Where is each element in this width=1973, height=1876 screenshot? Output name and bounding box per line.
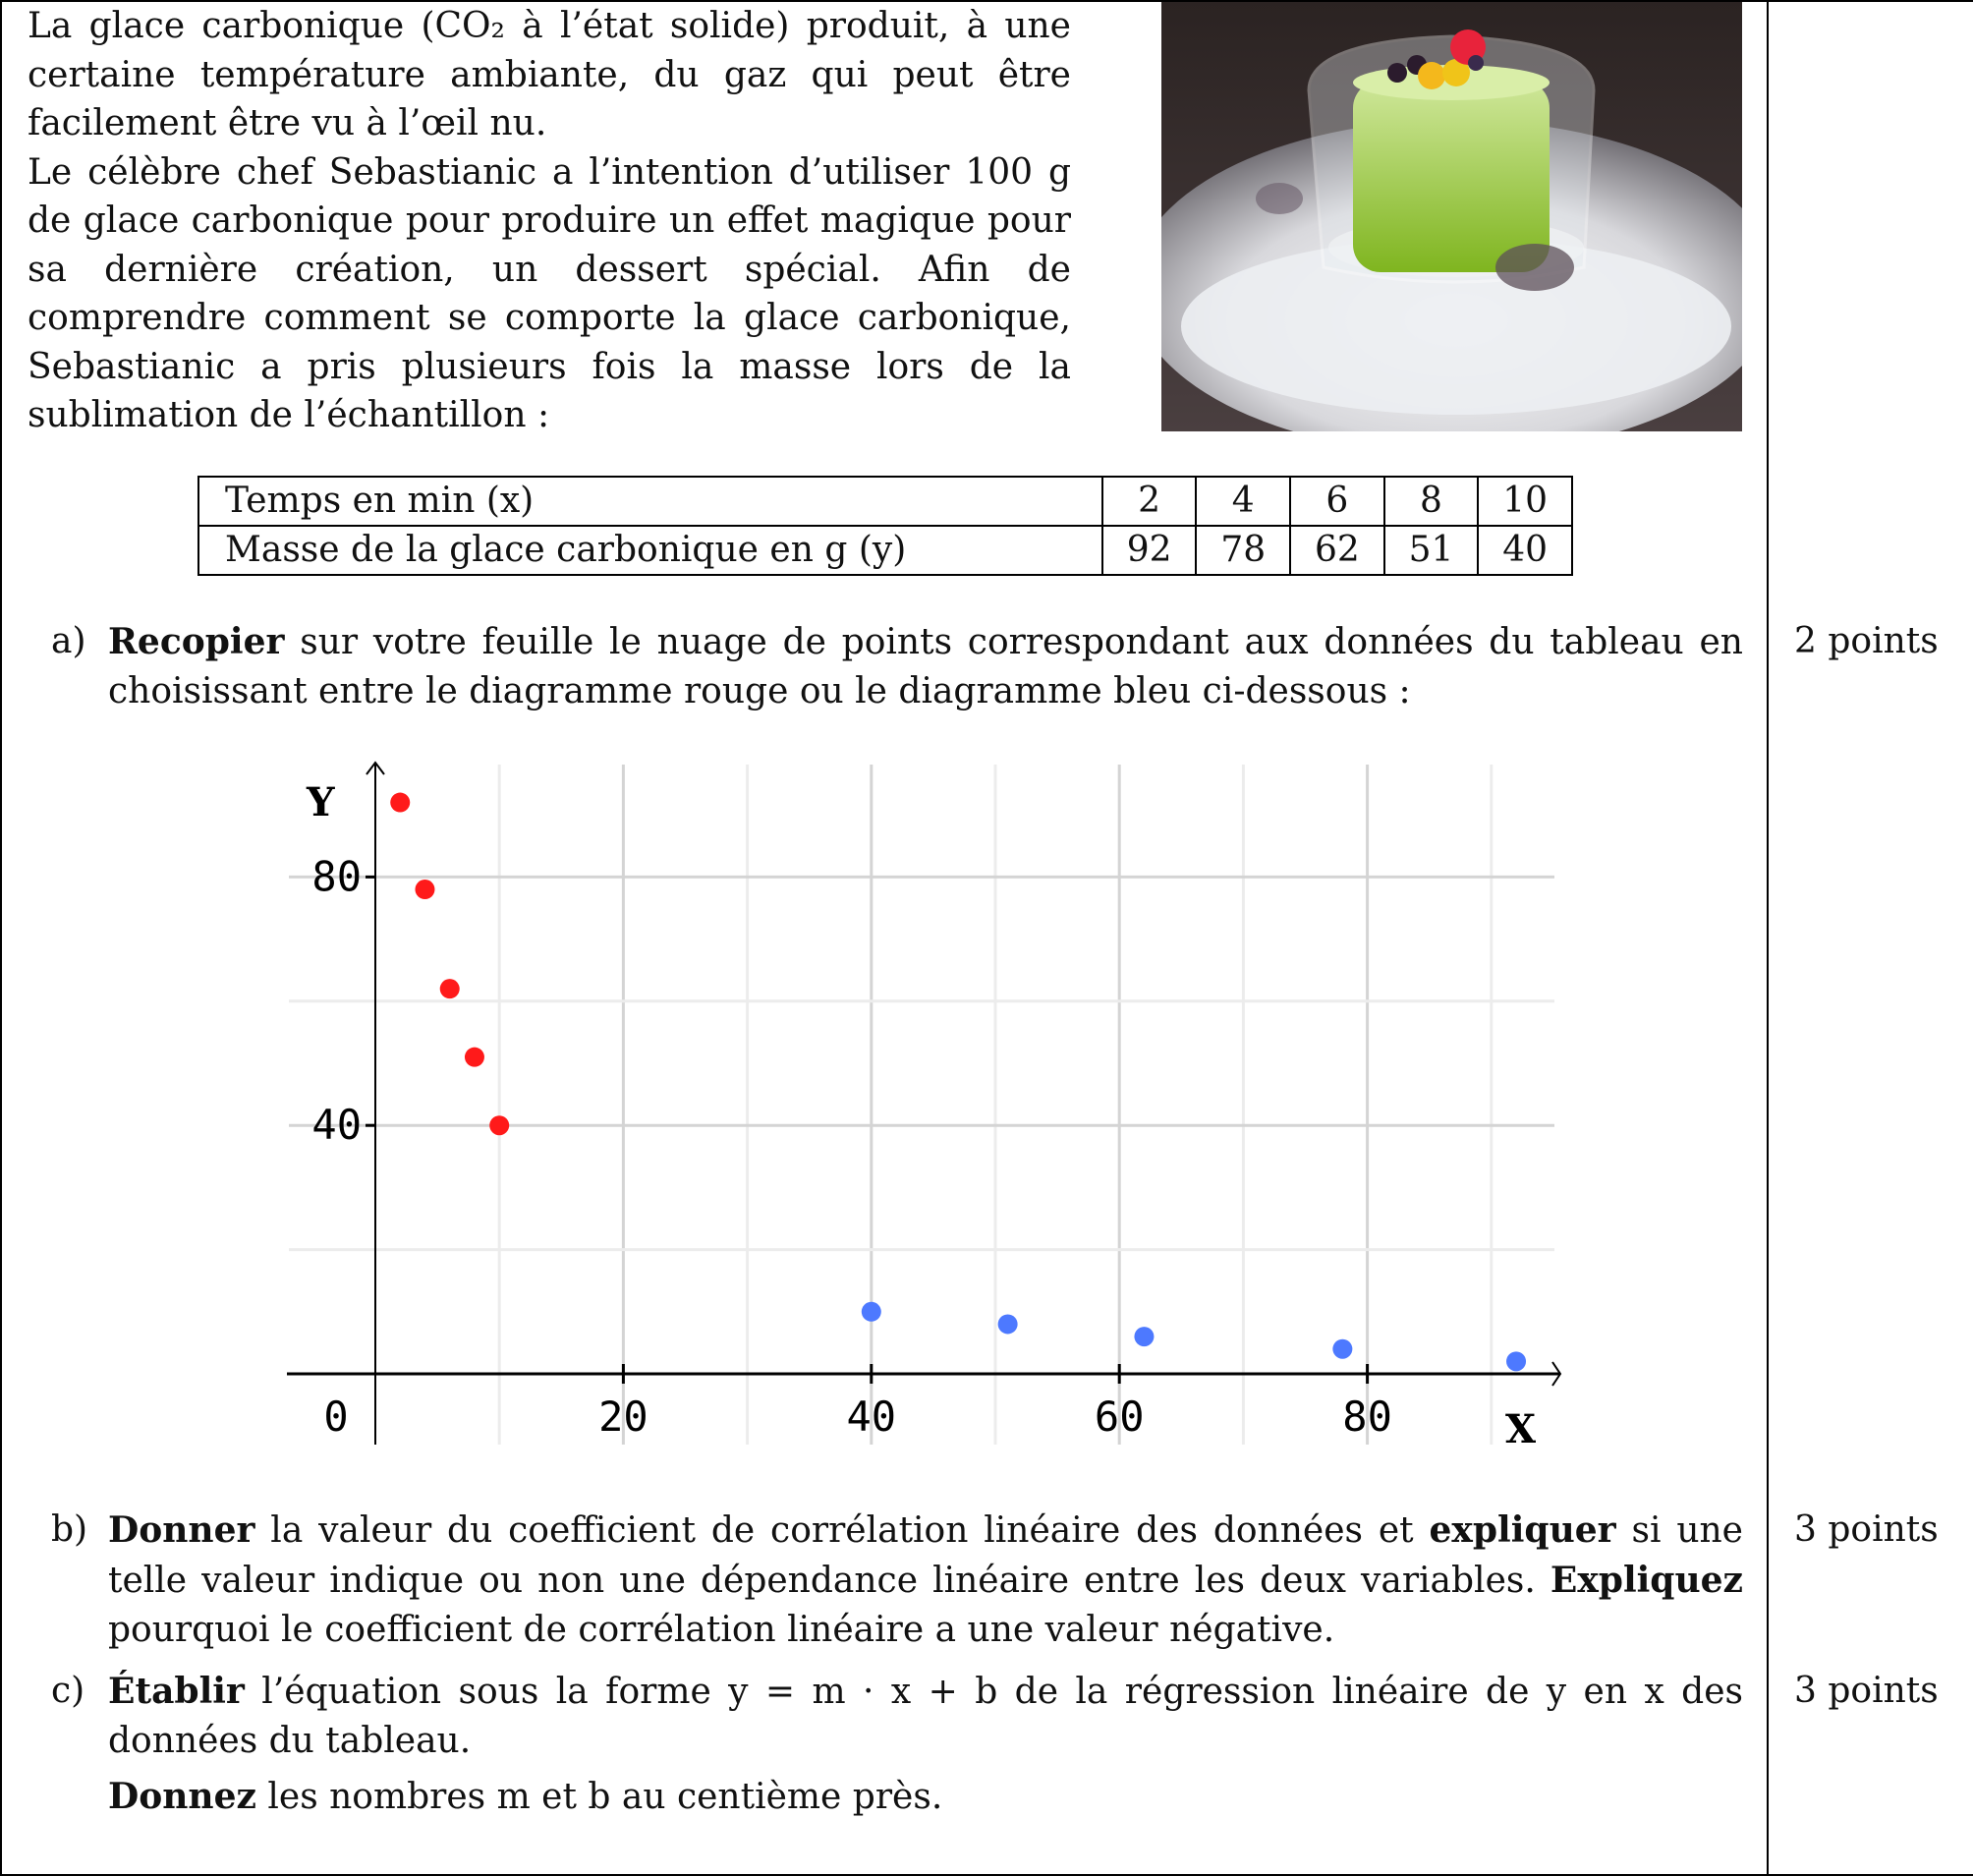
- x-tick-label: 20: [598, 1393, 648, 1441]
- question-b-verb-2: expliquer: [1429, 1509, 1616, 1551]
- red-data-point: [390, 793, 410, 813]
- question-b-text-3: pourquoi le coefficient de corrélation linéaire a une valeur négative.: [108, 1610, 1335, 1650]
- blue-data-point: [1134, 1327, 1154, 1346]
- red-data-point: [440, 979, 460, 998]
- intro-text: [28, 2, 1071, 440]
- x-tick-label: 60: [1094, 1393, 1145, 1441]
- time-value: 10: [1478, 477, 1572, 526]
- question-c-points: 3 points: [1794, 1671, 1939, 1711]
- dessert-photo: [1161, 2, 1742, 431]
- question-c-text-1: l’équation sous la forme y = m · x + b de la régression linéaire de y en x des données du tableau.: [108, 1672, 1743, 1761]
- mass-value: 62: [1290, 526, 1384, 575]
- time-value: 8: [1384, 477, 1479, 526]
- question-a-label: a): [51, 621, 86, 661]
- question-a-points: 2 points: [1794, 621, 1939, 661]
- question-a-verb: Recopier: [108, 621, 285, 662]
- y-tick-label: 80: [311, 852, 362, 901]
- question-b-verb-1: Donner: [108, 1509, 255, 1551]
- question-b-points: 3 points: [1794, 1509, 1939, 1550]
- table-row-time: [198, 477, 1572, 526]
- chart-ticks: [311, 852, 1391, 1441]
- x-tick-label: 40: [846, 1393, 897, 1441]
- chart-grid: [289, 765, 1554, 1445]
- red-data-point: [415, 880, 434, 899]
- time-value: 4: [1196, 477, 1290, 526]
- question-c-verb-2: Donnez: [108, 1776, 256, 1817]
- blue-data-point: [862, 1302, 881, 1322]
- mass-value: 40: [1478, 526, 1572, 575]
- scatter-chart: [265, 757, 1572, 1454]
- data-table: [197, 476, 1573, 576]
- question-a-text: sur votre feuille le nuage de points correspondant aux données du tableau en choisissant entre le diagramme rouge ou le diagramme bleu ci-dessous :: [108, 622, 1743, 711]
- question-c-verb-1: Établir: [108, 1671, 245, 1712]
- question-b-text-2: si une telle valeur indique ou non une dépendance linéaire entre les deux variables.: [108, 1510, 1743, 1601]
- x-axis-label: X: [1505, 1406, 1537, 1452]
- y-axis-label: Y: [307, 779, 335, 825]
- row-label-mass: Masse de la glace carbonique en g (y): [198, 526, 1102, 575]
- question-c: [51, 1667, 1743, 1822]
- intro-paragraph-1: La glace carbonique (CO₂ à l’état solide) produit, à une certaine température ambiante, du gaz qui peut être facilement être vu à l’œil nu.: [28, 6, 1071, 143]
- blue-data-point: [998, 1314, 1018, 1334]
- chart-axes: [287, 763, 1560, 1445]
- question-b-verb-3: Expliquez: [1550, 1560, 1743, 1601]
- y-tick-label: 40: [311, 1101, 362, 1150]
- mass-value: 78: [1196, 526, 1290, 575]
- blue-data-point: [1332, 1339, 1352, 1359]
- x-tick-label: 80: [1342, 1393, 1392, 1441]
- intro-paragraph-2: Le célèbre chef Sebastianic a l’intention d’utiliser 100 g de glace carbonique pour produire un effet magique pour sa dernière création, un dessert spécial. Afin de comprendre comment se comporte la glace carbonique, Sebastianic a pris plusieurs fois la masse lors de la sublimation de l’échantillon :: [28, 151, 1071, 435]
- question-c-text-2: les nombres m et b au centième près.: [255, 1777, 943, 1817]
- time-value: 2: [1102, 477, 1197, 526]
- question-a: [51, 617, 1743, 716]
- table-row-mass: [198, 526, 1572, 575]
- question-b: [51, 1506, 1743, 1655]
- question-c-line-2: [108, 1772, 1743, 1822]
- mass-value: 51: [1384, 526, 1479, 575]
- chart-marks: [390, 793, 1526, 1372]
- question-b-label: b): [51, 1509, 88, 1550]
- mass-value: 92: [1102, 526, 1197, 575]
- question-c-label: c): [51, 1671, 85, 1711]
- time-value: 6: [1290, 477, 1384, 526]
- question-b-text-1: la valeur du coefficient de corrélation linéaire des données et: [254, 1510, 1430, 1551]
- blue-data-point: [1506, 1351, 1526, 1371]
- points-column-divider: [1767, 0, 1769, 1874]
- row-label-time: Temps en min (x): [198, 477, 1102, 526]
- red-data-point: [489, 1115, 509, 1135]
- x-tick-label: 0: [323, 1393, 349, 1441]
- red-data-point: [465, 1048, 484, 1067]
